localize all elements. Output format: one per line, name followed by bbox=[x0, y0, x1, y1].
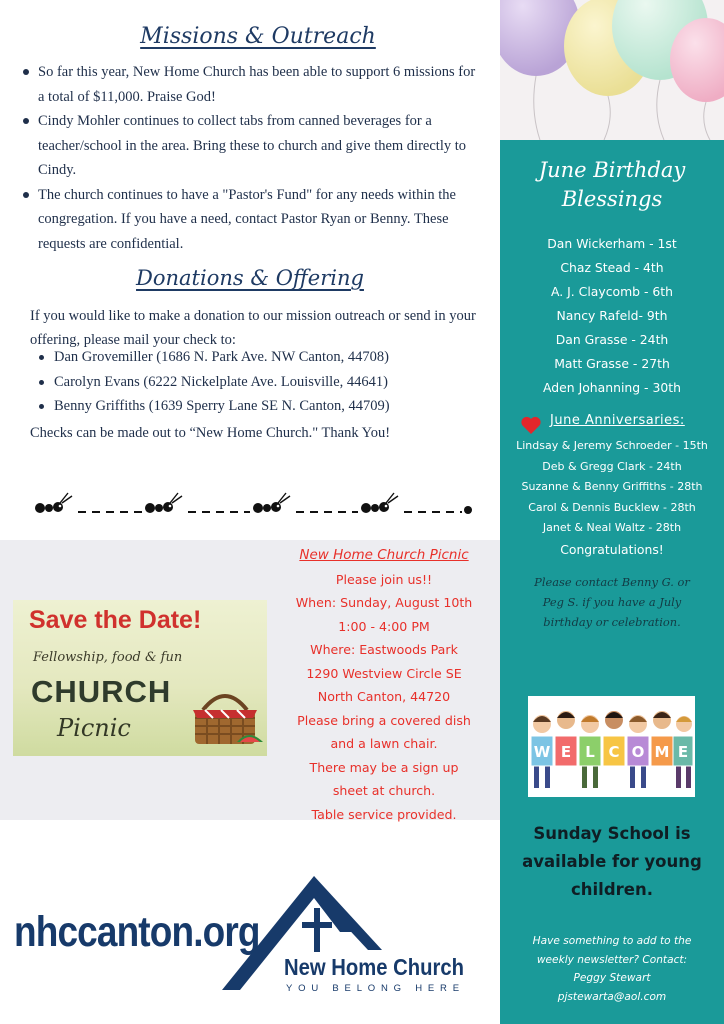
save-the-date-text: Save the Date! bbox=[29, 606, 202, 634]
list-item: Suzanne & Benny Griffiths - 28th bbox=[521, 480, 703, 493]
list-item: Nancy Rafeld- 9th bbox=[556, 308, 668, 323]
donations-footer: Checks can be made out to “New Home Church." Thank You! bbox=[30, 425, 391, 441]
list-item: Carol & Dennis Bucklew - 28th bbox=[528, 500, 696, 514]
welcome-letter: E bbox=[560, 743, 572, 761]
website-link[interactable]: nhccanton.org bbox=[14, 908, 260, 956]
missions-list bbox=[22, 60, 482, 256]
welcome-letter: L bbox=[585, 743, 595, 761]
missions-title: Missions & Outreach bbox=[140, 24, 376, 49]
contact-note: Please contact Benny G. or Peg S. if you have a July birthday or celebration. bbox=[534, 575, 690, 629]
picnic-line: Where: Eastwoods Park bbox=[310, 642, 458, 657]
welcome-letter: M bbox=[654, 743, 670, 761]
picnic-line: North Canton, 44720 bbox=[317, 689, 451, 704]
picnic-line: and a lawn chair. bbox=[330, 736, 438, 751]
donations-title: Donations & Offering bbox=[136, 266, 364, 290]
picnic-line: There may be a sign up bbox=[309, 759, 459, 775]
ant-icon bbox=[253, 493, 290, 513]
picnic-line: Please bring a covered dish bbox=[297, 712, 471, 728]
list-item: The church continues to have a "Pastor's Fund" for any needs within the congregation. If you have a need, contact Pastor Ryan or Benny. These requests are confidential. bbox=[22, 183, 482, 257]
sidebar bbox=[500, 140, 724, 1024]
congratulations-text: Congratulations! bbox=[560, 541, 664, 557]
list-item: Matt Grasse - 27th bbox=[554, 356, 670, 371]
newsletter-email-link[interactable]: pjstewarta@aol.com bbox=[557, 990, 667, 1003]
picnic-line: Table service provided. bbox=[311, 806, 457, 822]
logo-church-name: New Home Church bbox=[284, 954, 464, 980]
welcome-letter: E bbox=[677, 743, 689, 761]
picnic-title: New Home Church Picnic bbox=[299, 547, 469, 563]
list-item: So far this year, New Home Church has been able to support 6 missions for a total of $11,000. Praise God! bbox=[22, 60, 482, 109]
logo-tagline: YOU BELONG HERE bbox=[286, 983, 465, 994]
heart-icon bbox=[520, 415, 542, 435]
anniversary-title: June Anniversaries: bbox=[550, 413, 685, 428]
list-item: Dan Grovemiller (1686 N. Park Ave. NW Canton, 44708) bbox=[38, 345, 498, 370]
picnic-line: sheet at church. bbox=[332, 783, 436, 798]
picnic-line: When: Sunday, August 10th bbox=[295, 595, 473, 610]
church-word: CHURCH bbox=[31, 674, 172, 709]
sunday-school-note: Sunday School is available for young children. bbox=[522, 824, 702, 899]
ant-icon bbox=[361, 493, 398, 513]
picnic-basket-icon bbox=[185, 680, 265, 752]
list-item: Janet & Neal Waltz - 28th bbox=[542, 521, 682, 534]
picnic-word: Picnic bbox=[57, 714, 131, 742]
welcome-kids-image bbox=[528, 696, 695, 797]
list-item: A. J. Claycomb - 6th bbox=[551, 284, 673, 299]
list-item: Carolyn Evans (6222 Nickelplate Ave. Louisville, 44641) bbox=[38, 370, 498, 395]
fellowship-text: Fellowship, food & fun bbox=[33, 650, 183, 665]
ant-icon bbox=[35, 493, 72, 513]
newsletter-contact bbox=[510, 932, 714, 1006]
list-item: Chaz Stead - 4th bbox=[560, 260, 664, 275]
birthday-title-line: Blessings bbox=[561, 187, 663, 211]
donations-list bbox=[38, 345, 498, 419]
picnic-details bbox=[284, 544, 484, 826]
list-item: Deb & Gregg Clark - 24th bbox=[542, 459, 682, 473]
list-item: Cindy Mohler continues to collect tabs from canned beverages for a teacher/school in the area. Bring these to church and give them directly to Cindy. bbox=[22, 109, 482, 183]
birthday-list bbox=[500, 232, 724, 400]
picnic-line: Please join us!! bbox=[335, 571, 433, 587]
list-item: Aden Johanning - 30th bbox=[543, 380, 681, 395]
picnic-line: 1290 Westview Circle SE bbox=[306, 665, 462, 681]
picnic-section bbox=[0, 540, 500, 820]
balloons-image bbox=[500, 0, 724, 140]
newsletter-line: weekly newsletter? Contact: bbox=[536, 953, 688, 966]
ant-icon bbox=[145, 493, 182, 513]
newsletter-contact-name: Peggy Stewart bbox=[573, 972, 651, 984]
welcome-letter: C bbox=[608, 743, 620, 761]
anniversary-header bbox=[520, 412, 724, 436]
picnic-line: 1:00 - 4:00 PM bbox=[338, 618, 430, 634]
list-item: Dan Wickerham - 1st bbox=[547, 236, 677, 251]
anniversary-list bbox=[500, 436, 724, 561]
ant-trail-divider bbox=[34, 486, 474, 522]
welcome-letter: W bbox=[533, 743, 551, 761]
birthday-title bbox=[500, 156, 724, 214]
church-logo bbox=[222, 870, 488, 1000]
newsletter-line: Have something to add to the bbox=[532, 935, 692, 947]
list-item: Benny Griffiths (1639 Sperry Lane SE N. Canton, 44709) bbox=[38, 394, 498, 419]
donations-intro: If you would like to make a donation to our mission outreach or send in your offering, please mail your check to: bbox=[30, 308, 476, 348]
list-item: Lindsay & Jeremy Schroeder - 15th bbox=[516, 439, 708, 452]
birthday-title-line: June Birthday bbox=[538, 158, 686, 182]
list-item: Dan Grasse - 24th bbox=[555, 332, 669, 347]
welcome-letter: O bbox=[631, 743, 645, 761]
save-the-date-image bbox=[13, 600, 267, 756]
